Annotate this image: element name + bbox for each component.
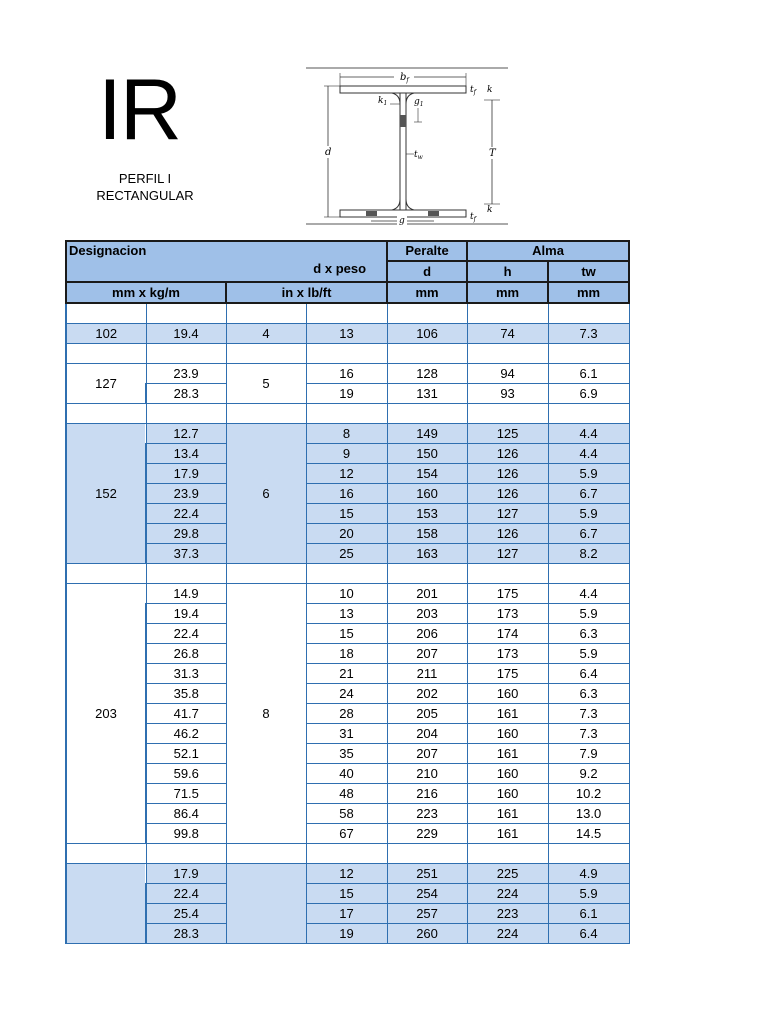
header-tw: tw [548, 261, 629, 282]
weight-kg-m: 99.8 [146, 824, 226, 844]
empty-cell [66, 344, 146, 364]
weight-lb-ft: 40 [306, 764, 387, 784]
weight-kg-m: 23.9 [146, 484, 226, 504]
weight-lb-ft: 67 [306, 824, 387, 844]
weight-lb-ft: 12 [306, 464, 387, 484]
table-row [66, 424, 629, 444]
empty-cell [467, 303, 548, 324]
empty-cell [387, 564, 467, 584]
alma-tw: 6.3 [548, 624, 629, 644]
table-row [66, 604, 629, 624]
table-row [66, 364, 629, 384]
header-peralte: Peralte [387, 241, 467, 261]
table-row [66, 664, 629, 684]
table-row [66, 884, 629, 904]
empty-cell [226, 844, 306, 864]
alma-h: 173 [467, 604, 548, 624]
alma-h: 225 [467, 864, 548, 884]
alma-h: 127 [467, 504, 548, 524]
table-row [66, 624, 629, 644]
table-row [66, 784, 629, 804]
label-bf: $b_f$ [400, 72, 409, 84]
alma-h: 174 [467, 624, 548, 644]
peralte-d: 207 [387, 744, 467, 764]
label-k-bottom: k [487, 205, 493, 215]
alma-h: 127 [467, 544, 548, 564]
table-row [66, 544, 629, 564]
table-row [66, 924, 629, 944]
peralte-d: 223 [387, 804, 467, 824]
empty-cell [306, 404, 387, 424]
label-tf-bottom: $t_f$ [470, 212, 476, 223]
weight-lb-ft: 20 [306, 524, 387, 544]
weight-lb-ft: 25 [306, 544, 387, 564]
weight-kg-m: 28.3 [146, 924, 226, 944]
empty-cell [226, 303, 306, 324]
empty-cell [387, 844, 467, 864]
alma-h: 160 [467, 764, 548, 784]
empty-cell [306, 303, 387, 324]
designation-mm: 127 [66, 364, 146, 404]
spacer-row [66, 404, 629, 424]
empty-cell [467, 404, 548, 424]
empty-cell [146, 404, 226, 424]
alma-h: 175 [467, 664, 548, 684]
weight-lb-ft: 8 [306, 424, 387, 444]
label-k: k [487, 85, 493, 95]
empty-cell [467, 344, 548, 364]
label-T: T [489, 148, 496, 159]
weight-kg-m: 26.8 [146, 644, 226, 664]
weight-lb-ft: 28 [306, 704, 387, 724]
peralte-d: 251 [387, 864, 467, 884]
spacer-row [66, 844, 629, 864]
empty-cell [467, 564, 548, 584]
weight-lb-ft: 21 [306, 664, 387, 684]
peralte-d: 131 [387, 384, 467, 404]
weight-kg-m: 29.8 [146, 524, 226, 544]
alma-tw: 7.3 [548, 724, 629, 744]
header-mm-kg: mm x kg/m [66, 282, 226, 303]
header-alma: Alma [467, 241, 629, 261]
alma-tw: 5.9 [548, 604, 629, 624]
spacer-row [66, 344, 629, 364]
empty-cell [66, 844, 146, 864]
empty-cell [467, 844, 548, 864]
peralte-d: 229 [387, 824, 467, 844]
peralte-d: 150 [387, 444, 467, 464]
designation-mm: 102 [66, 324, 146, 344]
table-row [66, 824, 629, 844]
alma-h: 224 [467, 924, 548, 944]
empty-cell [226, 404, 306, 424]
i-beam-diagram [304, 64, 512, 228]
weight-kg-m: 22.4 [146, 884, 226, 904]
peralte-d: 216 [387, 784, 467, 804]
table-row [66, 324, 629, 344]
designation-in: 6 [226, 424, 306, 564]
alma-tw: 6.7 [548, 484, 629, 504]
designation-mm: 203 [66, 584, 146, 844]
empty-cell [146, 344, 226, 364]
alma-tw: 7.3 [548, 704, 629, 724]
weight-lb-ft: 12 [306, 864, 387, 884]
alma-h: 94 [467, 364, 548, 384]
header-designacion [66, 241, 387, 282]
designation-in [226, 864, 306, 944]
weight-lb-ft: 13 [306, 324, 387, 344]
weight-lb-ft: 15 [306, 884, 387, 904]
alma-tw: 14.5 [548, 824, 629, 844]
weight-lb-ft: 18 [306, 644, 387, 664]
table-row [66, 524, 629, 544]
alma-tw: 5.9 [548, 464, 629, 484]
weight-kg-m: 14.9 [146, 584, 226, 604]
alma-h: 173 [467, 644, 548, 664]
alma-tw: 6.7 [548, 524, 629, 544]
alma-tw: 6.4 [548, 664, 629, 684]
alma-h: 161 [467, 704, 548, 724]
weight-kg-m: 13.4 [146, 444, 226, 464]
alma-tw: 6.4 [548, 924, 629, 944]
alma-h: 160 [467, 724, 548, 744]
alma-tw: 8.2 [548, 544, 629, 564]
header-h: h [467, 261, 548, 282]
peralte-d: 149 [387, 424, 467, 444]
weight-kg-m: 19.4 [146, 604, 226, 624]
alma-tw: 9.2 [548, 764, 629, 784]
peralte-d: 260 [387, 924, 467, 944]
header-unit-tw: mm [548, 282, 629, 303]
empty-cell [146, 564, 226, 584]
weight-lb-ft: 16 [306, 364, 387, 384]
header-unit-h: mm [467, 282, 548, 303]
peralte-d: 210 [387, 764, 467, 784]
empty-cell [548, 344, 629, 364]
weight-lb-ft: 16 [306, 484, 387, 504]
empty-cell [66, 404, 146, 424]
peralte-d: 153 [387, 504, 467, 524]
table-row [66, 644, 629, 664]
table-row [66, 464, 629, 484]
weight-lb-ft: 35 [306, 744, 387, 764]
peralte-d: 202 [387, 684, 467, 704]
peralte-d: 158 [387, 524, 467, 544]
table-row [66, 384, 629, 404]
weight-kg-m: 12.7 [146, 424, 226, 444]
empty-cell [66, 564, 146, 584]
weight-kg-m: 22.4 [146, 504, 226, 524]
spacer-row [66, 303, 629, 324]
alma-h: 125 [467, 424, 548, 444]
table-row [66, 744, 629, 764]
label-g: g [399, 216, 405, 226]
weight-lb-ft: 10 [306, 584, 387, 604]
peralte-d: 204 [387, 724, 467, 744]
designation-in: 5 [226, 364, 306, 404]
alma-h: 74 [467, 324, 548, 344]
table-row [66, 904, 629, 924]
alma-tw: 7.3 [548, 324, 629, 344]
peralte-d: 205 [387, 704, 467, 724]
empty-cell [387, 404, 467, 424]
peralte-d: 128 [387, 364, 467, 384]
empty-cell [548, 564, 629, 584]
header-designacion-label: Designacion [69, 243, 147, 258]
alma-h: 126 [467, 524, 548, 544]
label-tw: $t_w$ [414, 150, 423, 161]
alma-h: 224 [467, 884, 548, 904]
header-in-lb: in x lb/ft [226, 282, 387, 303]
empty-cell [548, 844, 629, 864]
header-unit-d: mm [387, 282, 467, 303]
alma-h: 126 [467, 444, 548, 464]
empty-cell [66, 303, 146, 324]
alma-h: 161 [467, 804, 548, 824]
designation-mm [66, 864, 146, 944]
profile-table [65, 240, 630, 944]
alma-tw: 13.0 [548, 804, 629, 824]
alma-tw: 4.4 [548, 444, 629, 464]
weight-kg-m: 17.9 [146, 464, 226, 484]
alma-h: 126 [467, 464, 548, 484]
peralte-d: 154 [387, 464, 467, 484]
weight-kg-m: 71.5 [146, 784, 226, 804]
weight-kg-m: 28.3 [146, 384, 226, 404]
alma-tw: 6.1 [548, 364, 629, 384]
peralte-d: 206 [387, 624, 467, 644]
peralte-d: 163 [387, 544, 467, 564]
empty-cell [306, 844, 387, 864]
table-row [66, 684, 629, 704]
alma-tw: 5.9 [548, 644, 629, 664]
empty-cell [306, 564, 387, 584]
header-dxpeso: d x peso [313, 261, 367, 276]
alma-h: 161 [467, 824, 548, 844]
weight-lb-ft: 19 [306, 924, 387, 944]
weight-lb-ft: 48 [306, 784, 387, 804]
weight-kg-m: 59.6 [146, 764, 226, 784]
alma-tw: 5.9 [548, 884, 629, 904]
alma-h: 126 [467, 484, 548, 504]
weight-lb-ft: 19 [306, 384, 387, 404]
weight-kg-m: 23.9 [146, 364, 226, 384]
label-k1: $k_1$ [378, 96, 388, 107]
alma-tw: 6.3 [548, 684, 629, 704]
weight-kg-m: 19.4 [146, 324, 226, 344]
weight-kg-m: 46.2 [146, 724, 226, 744]
header-d: d [387, 261, 467, 282]
empty-cell [387, 303, 467, 324]
alma-h: 160 [467, 784, 548, 804]
alma-h: 160 [467, 684, 548, 704]
weight-lb-ft: 15 [306, 504, 387, 524]
weight-lb-ft: 24 [306, 684, 387, 704]
weight-lb-ft: 31 [306, 724, 387, 744]
page-title: IR [98, 62, 180, 158]
alma-tw: 4.4 [548, 424, 629, 444]
weight-kg-m: 52.1 [146, 744, 226, 764]
weight-lb-ft: 15 [306, 624, 387, 644]
designation-in: 4 [226, 324, 306, 344]
designation-in: 8 [226, 584, 306, 844]
empty-cell [306, 344, 387, 364]
alma-tw: 6.1 [548, 904, 629, 924]
weight-kg-m: 31.3 [146, 664, 226, 684]
table-row [66, 504, 629, 524]
peralte-d: 257 [387, 904, 467, 924]
label-d: d [325, 147, 332, 158]
weight-kg-m: 17.9 [146, 864, 226, 884]
weight-kg-m: 86.4 [146, 804, 226, 824]
empty-cell [548, 404, 629, 424]
alma-tw: 5.9 [548, 504, 629, 524]
subtitle-line-1: PERFIL I [118, 171, 172, 186]
empty-cell [387, 344, 467, 364]
label-tf: $t_f$ [470, 85, 476, 96]
alma-h: 161 [467, 744, 548, 764]
weight-kg-m: 41.7 [146, 704, 226, 724]
peralte-d: 211 [387, 664, 467, 684]
table-row [66, 804, 629, 824]
weight-kg-m: 35.8 [146, 684, 226, 704]
alma-tw: 6.9 [548, 384, 629, 404]
empty-cell [146, 303, 226, 324]
alma-h: 223 [467, 904, 548, 924]
subtitle-line-2: RECTANGULAR [96, 188, 194, 203]
alma-h: 93 [467, 384, 548, 404]
table-row [66, 704, 629, 724]
alma-tw: 7.9 [548, 744, 629, 764]
table-row [66, 724, 629, 744]
alma-tw: 4.9 [548, 864, 629, 884]
designation-mm: 152 [66, 424, 146, 564]
peralte-d: 254 [387, 884, 467, 904]
empty-cell [146, 844, 226, 864]
alma-h: 175 [467, 584, 548, 604]
subtitle [80, 170, 210, 204]
alma-tw: 4.4 [548, 584, 629, 604]
weight-lb-ft: 17 [306, 904, 387, 924]
peralte-d: 201 [387, 584, 467, 604]
peralte-d: 203 [387, 604, 467, 624]
weight-kg-m: 37.3 [146, 544, 226, 564]
peralte-d: 106 [387, 324, 467, 344]
alma-tw: 10.2 [548, 784, 629, 804]
table-row [66, 444, 629, 464]
peralte-d: 160 [387, 484, 467, 504]
spacer-row [66, 564, 629, 584]
weight-kg-m: 22.4 [146, 624, 226, 644]
table-row [66, 584, 629, 604]
table-row [66, 484, 629, 504]
table-body [66, 303, 629, 944]
table-row [66, 764, 629, 784]
weight-kg-m: 25.4 [146, 904, 226, 924]
empty-cell [548, 303, 629, 324]
label-g1: $g_1$ [414, 97, 424, 108]
weight-lb-ft: 58 [306, 804, 387, 824]
empty-cell [226, 344, 306, 364]
weight-lb-ft: 9 [306, 444, 387, 464]
empty-cell [226, 564, 306, 584]
weight-lb-ft: 13 [306, 604, 387, 624]
peralte-d: 207 [387, 644, 467, 664]
table-row [66, 864, 629, 884]
